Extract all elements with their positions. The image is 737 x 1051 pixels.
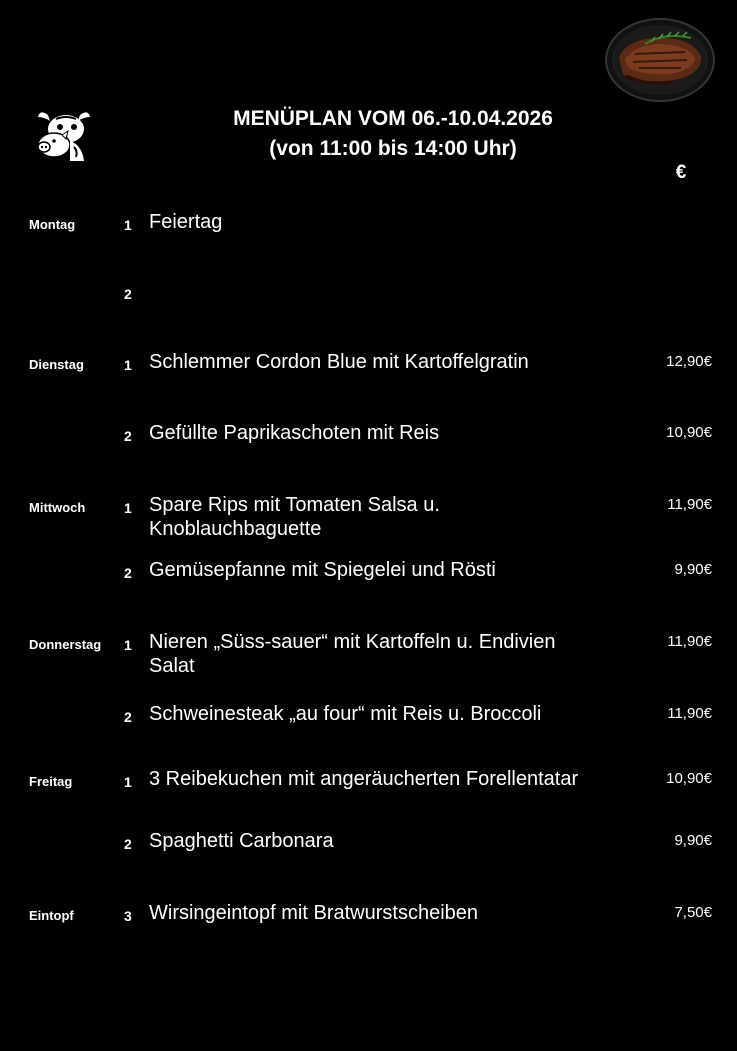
cow-pig-logo-icon	[30, 101, 98, 169]
day-label-dienstag: Dienstag	[29, 357, 84, 372]
menu-dish-line2: Knoblauchbaguette	[149, 518, 322, 540]
day-label-montag: Montag	[29, 217, 76, 232]
page-subtitle-hours: (von 11:00 bis 14:00 Uhr)	[269, 137, 517, 160]
page-title: MENÜPLAN VOM 06.-10.04.2026	[233, 107, 553, 130]
day-label-eintopf: Eintopf	[29, 908, 74, 923]
menu-dish-line1: Spare Rips mit Tomaten Salsa u.	[149, 494, 440, 516]
day-label-freitag: Freitag	[29, 774, 73, 789]
menu-number: 2	[124, 709, 132, 725]
menu-dish-line1: Nieren „Süss-sauer“ mit Kartoffeln u. Endivien	[149, 631, 556, 653]
menu-price: 9,90€	[674, 832, 712, 849]
menu-number: 2	[124, 286, 132, 302]
menu-number: 2	[124, 428, 132, 444]
menu-number: 1	[124, 774, 132, 790]
menu-dish-line2: Salat	[149, 655, 195, 677]
menu-dish: 3 Reibekuchen mit angeräucherten Forellentatar	[149, 768, 579, 790]
menu-price: 11,90€	[667, 496, 712, 513]
menu-price: 11,90€	[667, 705, 712, 722]
menu-number: 1	[124, 500, 132, 516]
currency-column-header: €	[675, 162, 687, 183]
menu-price: 7,50€	[674, 904, 712, 921]
menu-dish: Gefüllte Paprikaschoten mit Reis	[149, 422, 440, 444]
menu-number: 3	[124, 908, 132, 924]
menu-dish: Feiertag	[149, 211, 223, 233]
menu-number: 2	[124, 565, 132, 581]
menu-dish: Spaghetti Carbonara	[149, 830, 334, 852]
menu-dish: Schweinesteak „au four“ mit Reis u. Broccoli	[149, 703, 542, 725]
menu-dish: Wirsingeintopf mit Bratwurstscheiben	[149, 902, 479, 924]
day-label-donnerstag: Donnerstag	[29, 637, 102, 652]
menu-price: 10,90€	[666, 770, 712, 787]
steak-plate-icon	[605, 18, 715, 102]
menu-dish: Schlemmer Cordon Blue mit Kartoffelgratin	[149, 351, 529, 373]
menu-price: 12,90€	[666, 353, 712, 370]
menu-number: 2	[124, 836, 132, 852]
menu-number: 1	[124, 357, 132, 373]
menu-price: 9,90€	[674, 561, 712, 578]
menu-dish: Gemüsepfanne mit Spiegelei und Rösti	[149, 559, 496, 581]
menu-number: 1	[124, 217, 132, 233]
menu-price: 10,90€	[666, 424, 712, 441]
menu-price: 11,90€	[667, 633, 712, 650]
day-label-mittwoch: Mittwoch	[29, 500, 86, 515]
menu-number: 1	[124, 637, 132, 653]
